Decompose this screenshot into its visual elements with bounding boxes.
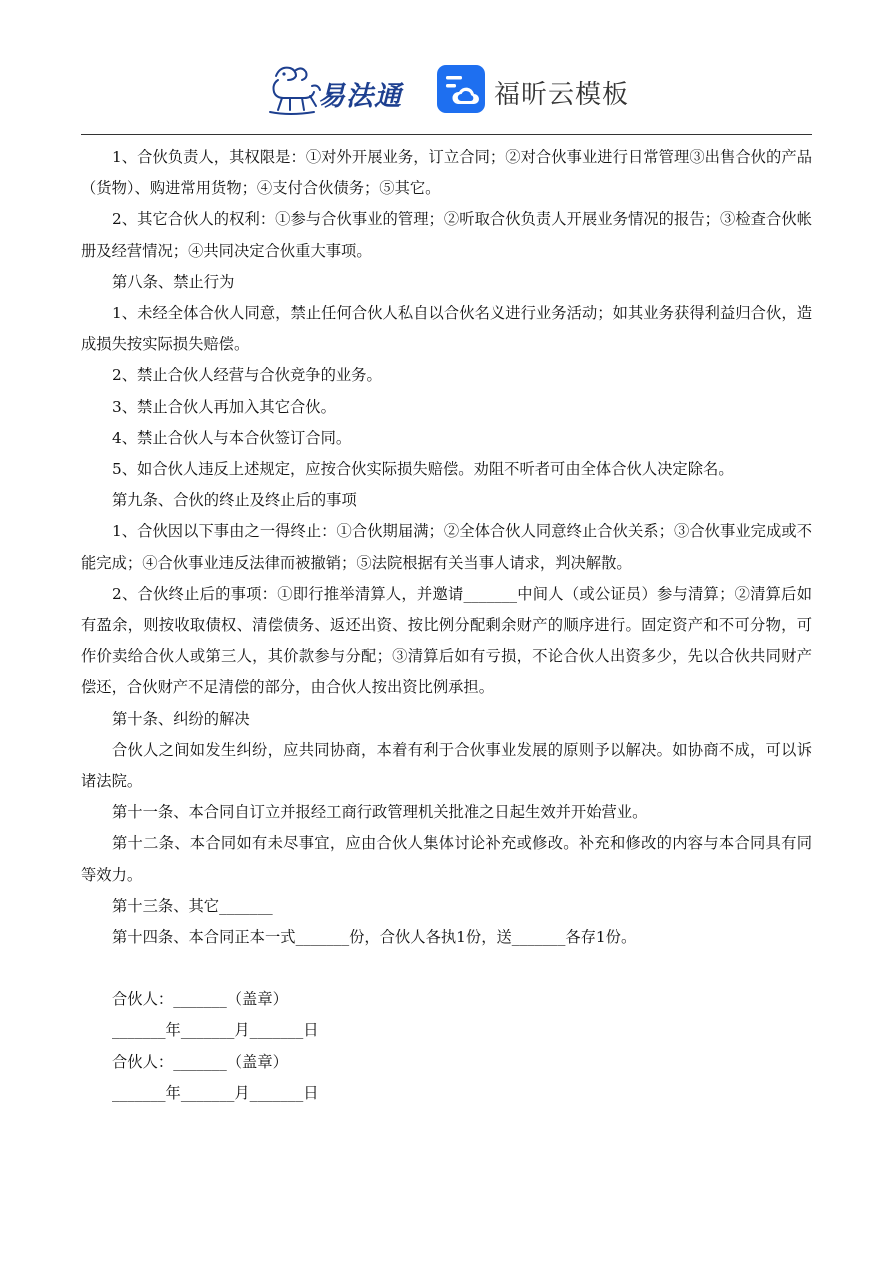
yifatong-logo	[262, 62, 412, 118]
section-heading: 第八条、禁止行为	[112, 272, 235, 291]
paragraph: 第十四条、本合同正本一式_______份，合伙人各执1份，送_______各存1份。	[112, 928, 637, 947]
paragraph: 2、禁止合伙人经营与合伙竞争的业务。	[112, 366, 382, 385]
foxit-template-logo	[436, 64, 636, 116]
paragraph: 1、未经全体合伙人同意，禁止任何合伙人私自以合伙名义进行业务活动；如其业务获得利益归合伙，造成损失按实际损失赔偿。	[81, 304, 812, 354]
section-heading: 第九条、合伙的终止及终止后的事项	[112, 491, 357, 510]
section-heading: 第十条、纠纷的解决	[112, 709, 250, 728]
paragraph: 1、合伙因以下事由之一得终止：①合伙期届满；②全体合伙人同意终止合伙关系；③合伙事业完成或不能完成；④合伙事业违反法律而被撤销；⑤法院根据有关当事人请求，判决解散。	[81, 522, 812, 572]
signature-line: 合伙人：_______（盖章）	[112, 990, 288, 1009]
paragraph: 第十一条、本合同自订立并报经工商行政管理机关批准之日起生效并开始营业。	[112, 803, 648, 822]
paragraph: 2、其它合伙人的权利：①参与合伙事业的管理；②听取合伙负责人开展业务情况的报告；③检查合伙帐册及经营情况；④共同决定合伙重大事项。	[81, 210, 812, 260]
spacer	[81, 953, 812, 984]
paragraph: 第十三条、其它_______	[112, 896, 273, 915]
date-line: _______年_______月_______日	[112, 1083, 319, 1102]
document-body	[81, 142, 812, 1109]
header-divider	[81, 134, 812, 135]
date-line: _______年_______月_______日	[112, 1021, 319, 1040]
paragraph: 2、合伙终止后的事项：①即行推举清算人，并邀请_______中间人（或公证员）参与清算；②清算后如有盈余，则按收取债权、清偿债务、返还出资、按比例分配剩余财产的顺序进行。固定资产和不可分物，可作价卖给合伙人或第三人，其价款参与分配；③清算后如有亏损，不论合伙人出资多少，先以合伙共同财产偿还，合伙财产不足清偿的部分，由合伙人按出资比例承担。	[81, 584, 812, 697]
qilin-logo-icon	[262, 62, 322, 118]
foxit-cloud-doc-icon	[436, 64, 486, 114]
paragraph: 第十二条、本合同如有未尽事宜，应由合伙人集体讨论补充或修改。补充和修改的内容与本合同具有同等效力。	[81, 834, 812, 884]
paragraph: 1、合伙负责人，其权限是：①对外开展业务，订立合同；②对合伙事业进行日常管理③出售合伙的产品（货物）、购进常用货物；④支付合伙债务；⑤其它。	[81, 148, 812, 198]
page-header	[0, 58, 893, 124]
logo1-text: 易法通	[318, 81, 402, 112]
paragraph: 5、如合伙人违反上述规定，应按合伙实际损失赔偿。劝阻不听者可由全体合伙人决定除名。	[112, 460, 734, 479]
paragraph: 4、禁止合伙人与本合伙签订合同。	[112, 428, 352, 447]
paragraph: 合伙人之间如发生纠纷，应共同协商，本着有利于合伙事业发展的原则予以解决。如协商不成，可以诉诸法院。	[81, 740, 812, 791]
signature-line: 合伙人：_______（盖章）	[112, 1052, 288, 1071]
logo2-text: 福昕云模板	[494, 80, 630, 110]
paragraph: 3、禁止合伙人再加入其它合伙。	[112, 397, 336, 416]
